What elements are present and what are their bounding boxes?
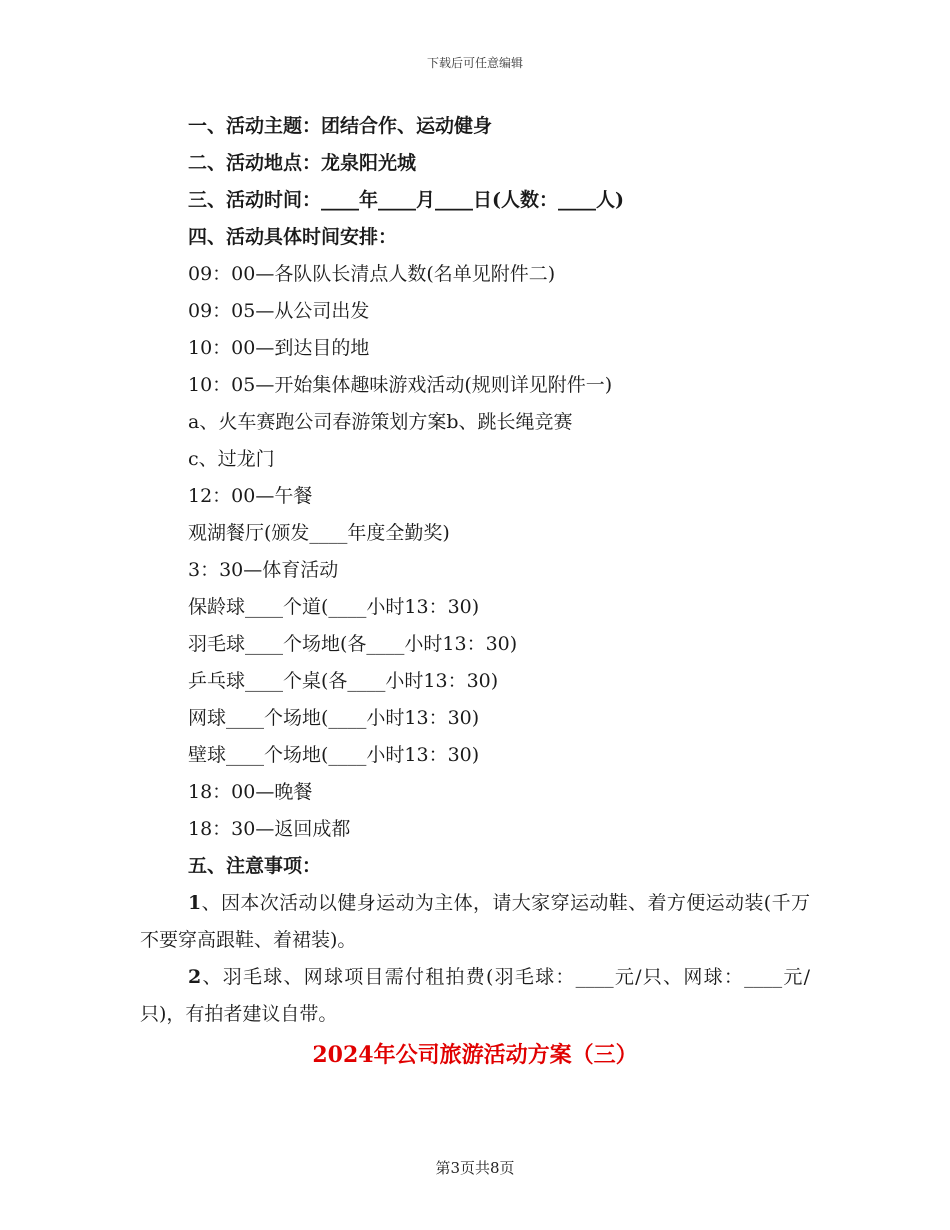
page-footer: 第3页共8页 — [435, 1159, 515, 1177]
note-paragraph — [140, 959, 810, 1033]
sport-item: 保龄球____个道(____小时13：30) — [188, 596, 480, 618]
schedule-item: a、火车赛跑公司春游策划方案b、跳长绳竞赛 — [188, 411, 573, 433]
section-title: 2024年公司旅游活动方案（三） — [312, 1042, 638, 1068]
schedule-item: c、过龙门 — [188, 448, 275, 470]
schedule-item: 12：00—午餐 — [188, 485, 313, 507]
schedule-item: 09：05—从公司出发 — [188, 300, 370, 322]
sport-item: 壁球____个场地(____小时13：30) — [188, 744, 480, 766]
schedule-heading: 四、活动具体时间安排： — [188, 226, 398, 248]
schedule-item: 18：00—晚餐 — [188, 781, 313, 803]
sport-item: 羽毛球____个场地(各____小时13：30) — [188, 633, 518, 655]
activity-location: 二、活动地点：龙泉阳光城 — [188, 152, 417, 174]
sport-item: 乒乓球____个桌(各____小时13：30) — [188, 670, 499, 692]
note-paragraph — [140, 885, 810, 959]
schedule-item: 09：00—各队队长清点人数(名单见附件二) — [188, 263, 556, 285]
note-text: 、因本次活动以健身运动为主体，请大家穿运动鞋、着方便运动装(千万不要穿高跟鞋、着裙装)。 — [140, 892, 810, 951]
schedule-item: 18：30—返回成都 — [188, 818, 351, 840]
sport-item: 网球____个场地(____小时13：30) — [188, 707, 480, 729]
note-number: 1 — [188, 892, 202, 914]
note-text: 、羽毛球、网球项目需付租拍费(羽毛球：____元/只、网球：____元/只)，有拍者建议自带。 — [140, 966, 810, 1025]
schedule-item: 3：30—体育活动 — [188, 559, 339, 581]
schedule-item: 10：00—到达目的地 — [188, 337, 370, 359]
schedule-item: 观湖餐厅(颁发____年度全勤奖) — [188, 522, 450, 544]
activity-theme: 一、活动主题：团结合作、运动健身 — [188, 115, 493, 137]
schedule-item: 10：05—开始集体趣味游戏活动(规则详见附件一) — [188, 374, 613, 396]
document-body — [140, 108, 828, 1033]
note-number: 2 — [188, 966, 202, 988]
page-header: 下载后可任意编辑 — [426, 56, 523, 70]
activity-time: 三、活动时间：____年____月____日(人数：____人) — [188, 189, 624, 211]
notes-heading: 五、注意事项： — [188, 855, 322, 877]
